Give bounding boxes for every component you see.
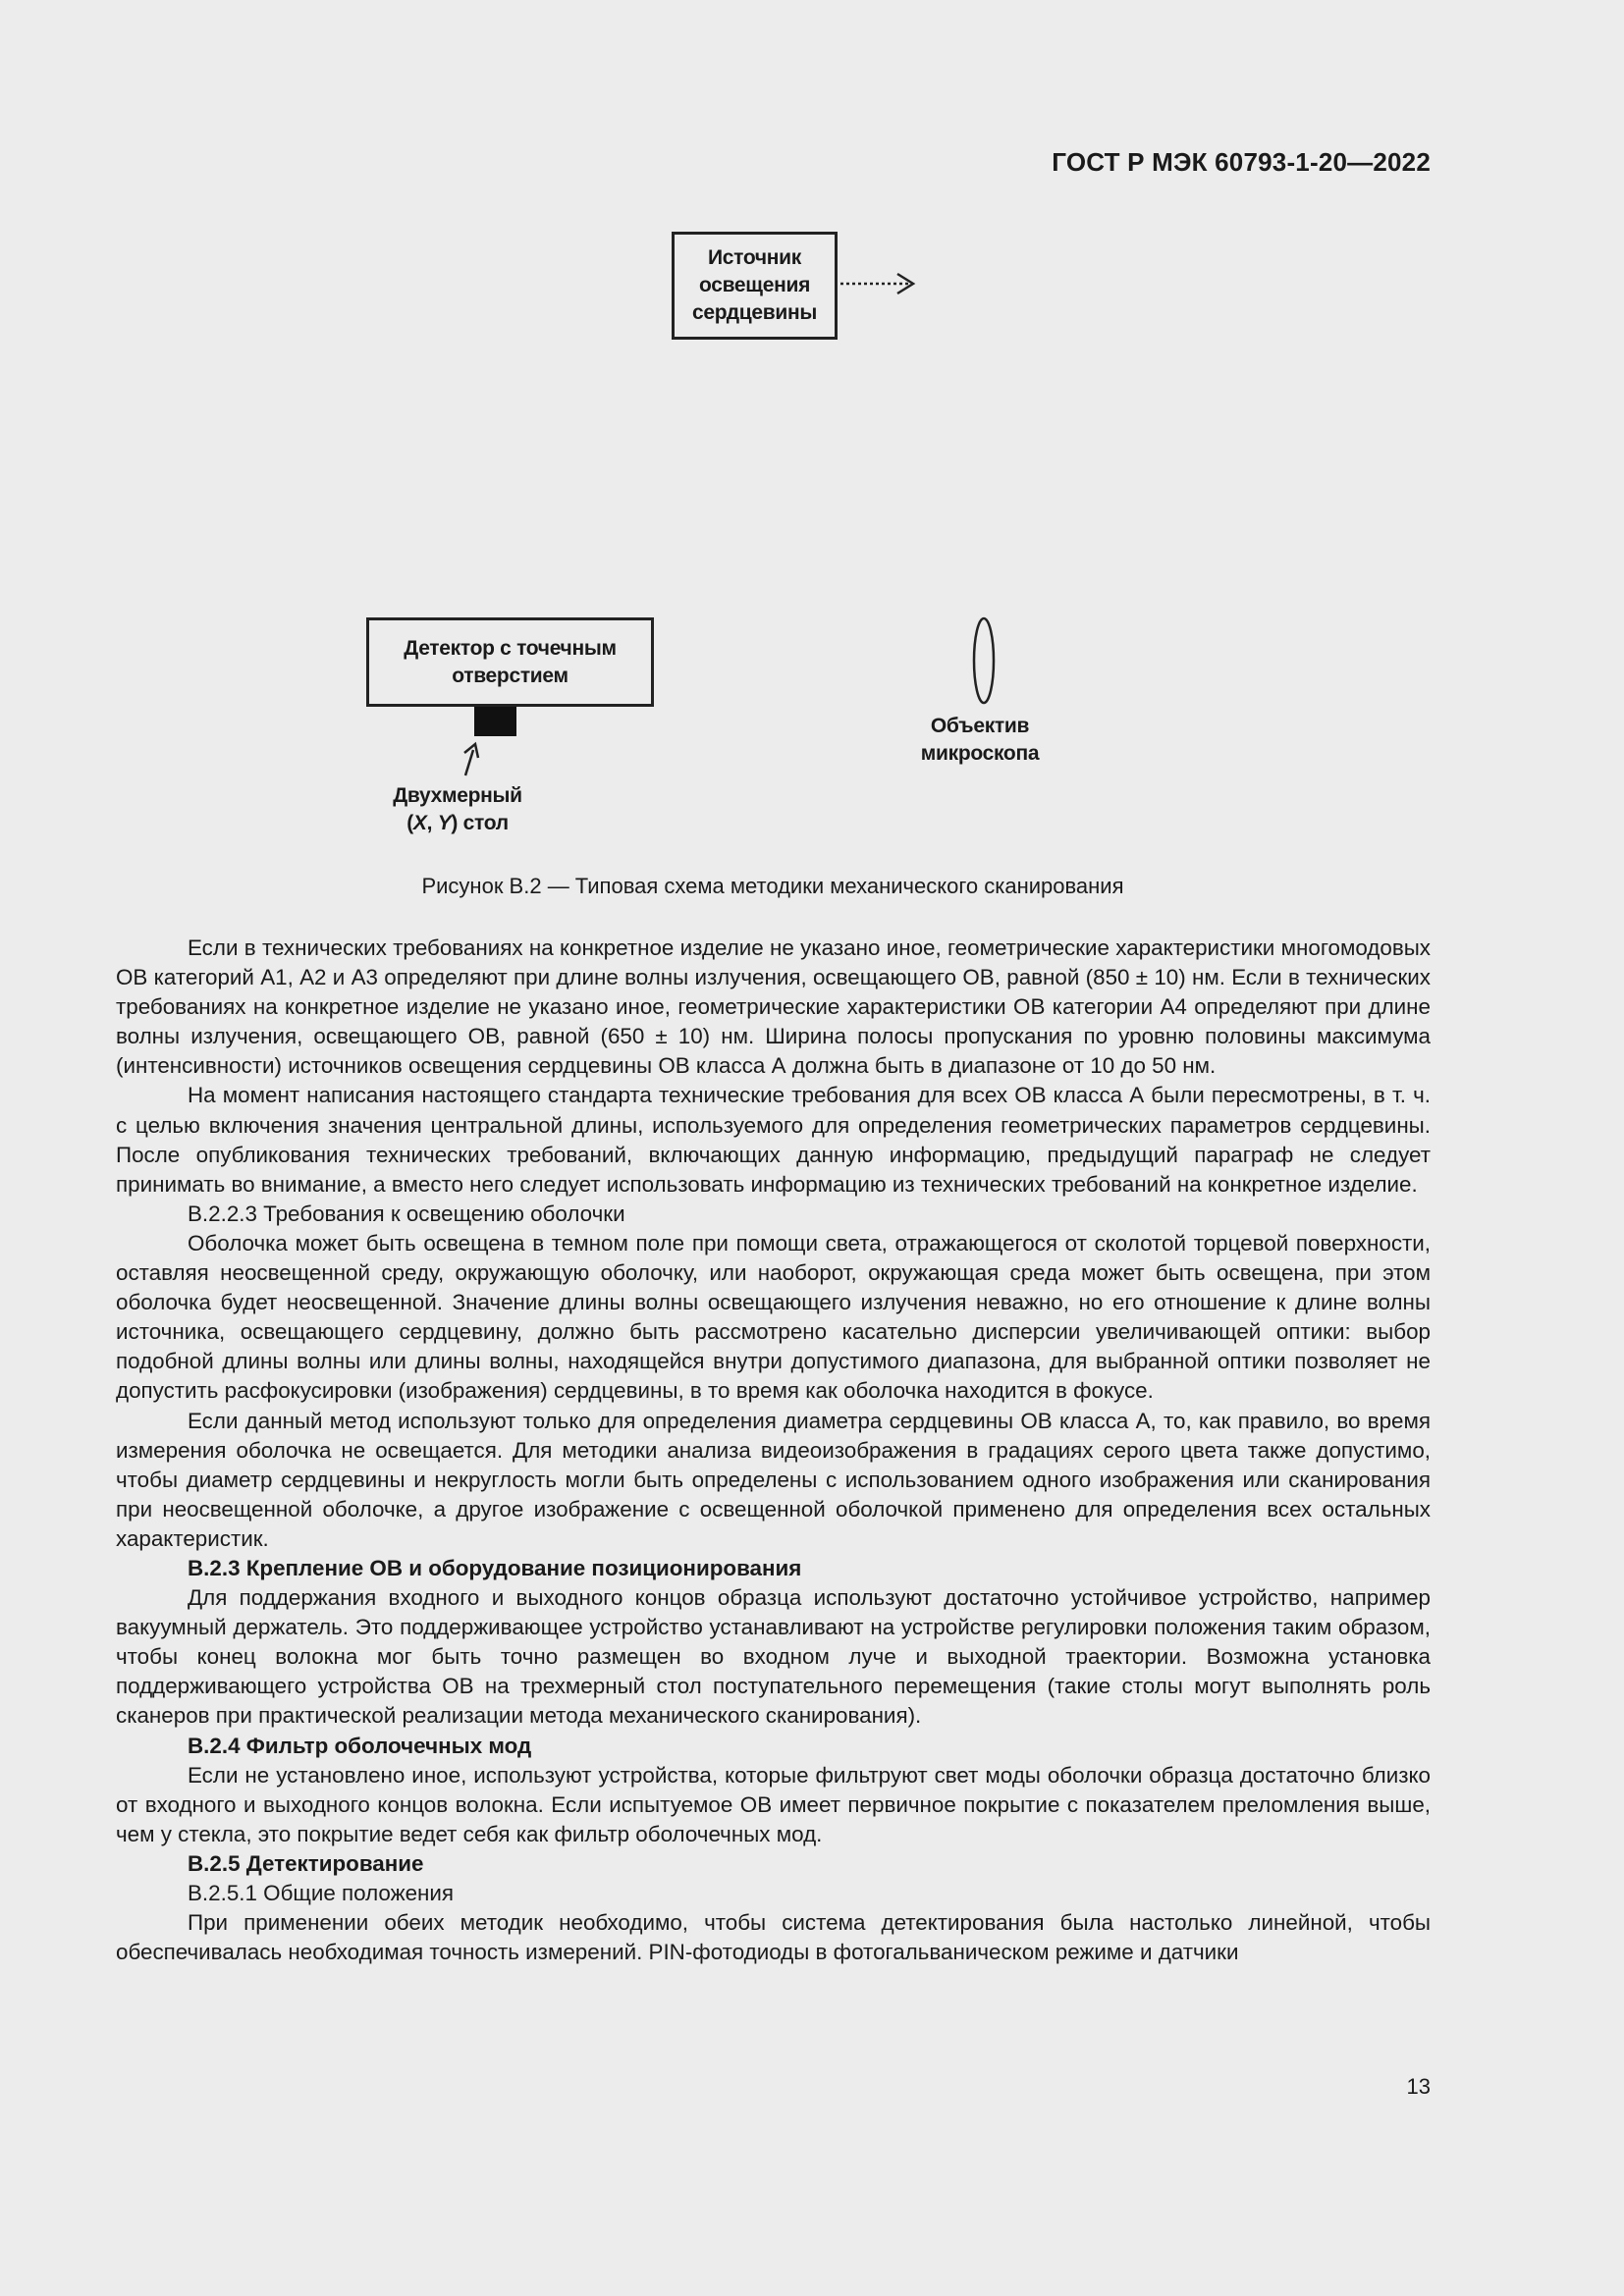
paragraph: На момент написания настоящего стандарта технические требования для всех ОВ класса А были пересмотрены, в т. ч. с целью включения значения центральной длины, используемого для определения геометрических параметров сердцевины. После опубликования технических требований, включающих данную информацию, предыдущий параграф не следует принимать во внимание, а вместо него следует использовать информацию из технических требований на конкретное изделие. [116,1083,1431,1197]
paragraph: Оболочка может быть освещена в темном поле при помощи света, отражающегося от сколотой торцевой поверхности, оставляя неосвещенной среду, окружающую оболочку, или наоборот, окружающая среда может быть освещена, при этом оболочка будет неосвещенной. Значение длины волны освещающего излучения неважно, но его отношение к длине волны источника, освещающего сердцевину, должно быть рассмотрено касательно дисперсии увеличивающей оптики: выбор подобной длины волны или длины волны, находящейся внутри допустимого диапазона, для выбранной оптики позволяет не допустить расфокусировки (изображения) сердцевины, в то время как оболочка находится в фокусе. [116,1230,1431,1404]
paragraph: Если в технических требованиях на конкретное изделие не указано иное, геометрические характеристики многомодовых ОВ категорий А1, А2 и А3 определяют при длине волны излучения, освещающего ОВ, равной (850 ± 10) нм. Если в технических требованиях на конкретное изделие не указано иное, геометрические характеристики ОВ категории А4 определяют при длине волны излучения, освещающего ОВ, равной (650 ± 10) нм. Ширина полосы пропускания по уровню половины максимума (интенсивности) источников освещения сердцевины ОВ класса А должна быть в диапазоне от 10 до 50 нм. [116,935,1431,1079]
paragraph: При применении обеих методик необходимо, чтобы система детектирования была настолько линейной, чтобы обеспечивалась необходимая точность измерений. PIN-фотодиоды в фотогальваническом режиме и датчики [116,1910,1431,1965]
microscope-lens-label [893,713,1066,768]
microscope-lens-label-line2: микроскопа [920,742,1040,765]
section-heading: В.2.5 Детектирование [188,1850,424,1876]
xy-stage-label-line1: Двухмерный [393,784,522,807]
xy-stage-label [369,782,546,837]
section-heading: В.2.3 Крепление ОВ и оборудование позиционирования [188,1555,802,1580]
core-illumination-source-box: Источник освещения сердцевины [672,232,838,340]
page-number: 13 [1406,2074,1431,2099]
figure-caption: Рисунок В.2 — Типовая схема методики механического сканирования [421,874,1124,898]
body-text [116,934,1431,1967]
section-heading: В.2.4 Фильтр оболочечных мод [188,1733,532,1758]
paragraph: Для поддержания входного и выходного концов образца используют достаточно устойчивое устройство, например вакуумный держатель. Это поддерживающее устройство устанавливают на устройстве регулировки положения таким образом, чтобы конец волокна мог быть точно размещен во входном луче и выходной траектории. Возможна установка поддерживающего устройства ОВ на трехмерный стол поступательного перемещения (такие столы могут выполнять роль сканеров при практической реализации метода механического сканирования). [116,1585,1431,1729]
stage-pointer-arrow [465,750,473,775]
document-header: ГОСТ Р МЭК 60793-1-20—2022 [1052,147,1431,177]
figure-diagram [0,0,1624,864]
paragraph: Если данный метод используют только для определения диаметра сердцевины ОВ класса А, то, как правило, во время измерения оболочка не освещается. Для методики анализа видеоизображения в градациях серого цвета также допустимо, чтобы диаметр сердцевины и некруглость могли быть определены с использованием одного изображения или сканирования при неосвещенной оболочке, а другое изображение с освещенной оболочкой применено для определения всех остальных характеристик. [116,1408,1431,1551]
paragraph: Если не установлено иное, используют устройства, которые фильтруют свет моды оболочки образца достаточно близко от входного и выходного концов волокна. Если испытуемое ОВ имеет первичное покрытие с показателем преломления выше, чем у стекла, это покрытие ведет себя как фильтр оболочечных мод. [116,1762,1431,1846]
paragraph: В.2.2.3 Требования к освещению оболочки [188,1201,625,1226]
xy-stage-block [474,706,516,736]
pinhole-detector-box: Детектор с точечным отверстием [366,617,654,707]
microscope-lens [974,618,994,703]
microscope-lens-label-line1: Объектив [930,715,1030,737]
diagram-graphics [0,0,1624,864]
xy-stage-label-line2: (X, Y) стол [406,812,509,834]
paragraph: В.2.5.1 Общие положения [188,1881,455,1905]
